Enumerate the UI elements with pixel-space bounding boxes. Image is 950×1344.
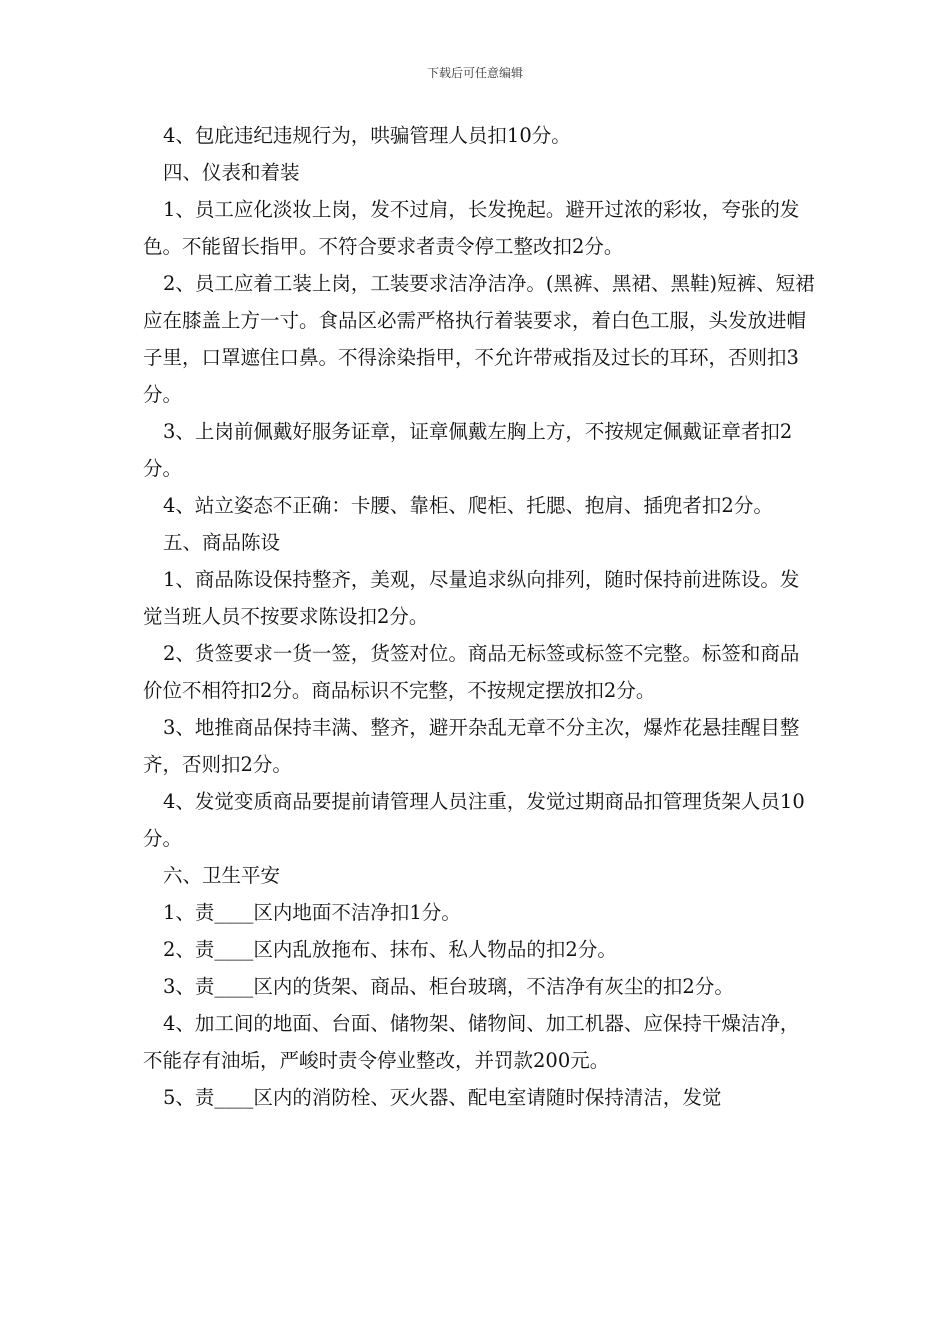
paragraph: 2、员工应着工装上岗，工装要求洁净洁净。(黑裤、黑裙、黑鞋)短裤、短裙应在膝盖上方一寸。食品区必需严格执行着装要求，着白色工服，头发放进帽子里，口罩遮住口鼻。不得涂染指甲，不允许带戒指及过长的耳环，否则扣3分。 xyxy=(143,272,815,406)
document-body xyxy=(143,117,815,1116)
section-heading: 四、仪表和着装 xyxy=(163,161,300,184)
paragraph: 3、责____区内的货架、商品、柜台玻璃，不洁净有灰尘的扣2分。 xyxy=(163,975,734,998)
paragraph: 1、商品陈设保持整齐，美观，尽量追求纵向排列，随时保持前进陈设。发觉当班人员不按要求陈设扣2分。 xyxy=(143,568,800,628)
paragraph: 3、地推商品保持丰满、整齐，避开杂乱无章不分主次，爆炸花悬挂醒目整齐，否则扣2分。 xyxy=(143,716,800,776)
paragraph: 4、发觉变质商品要提前请管理人员注重，发觉过期商品扣管理货架人员10分。 xyxy=(143,790,805,850)
paragraph: 1、责____区内地面不洁净扣1分。 xyxy=(163,901,461,924)
paragraph: 2、货签要求一货一签，货签对位。商品无标签或标签不完整。标签和商品价位不相符扣2分。商品标识不完整，不按规定摆放扣2分。 xyxy=(143,642,800,702)
paragraph: 5、责____区内的消防栓、灭火器、配电室请随时保持清洁，发觉 xyxy=(163,1086,722,1109)
paragraph: 4、加工间的地面、台面、储物架、储物间、加工机器、应保持干燥洁净，不能存有油垢，严峻时责令停业整改，并罚款200元。 xyxy=(143,1012,800,1072)
paragraph: 4、站立姿态不正确：卡腰、靠柜、爬柜、托腮、抱肩、插兜者扣2分。 xyxy=(163,494,773,517)
paragraph: 2、责____区内乱放拖布、抹布、私人物品的扣2分。 xyxy=(163,938,617,961)
section-heading: 六、卫生平安 xyxy=(163,864,281,887)
paragraph: 3、上岗前佩戴好服务证章，证章佩戴左胸上方，不按规定佩戴证章者扣2分。 xyxy=(143,420,793,480)
paragraph: 4、包庇违纪违规行为，哄骗管理人员扣10分。 xyxy=(163,124,571,147)
section-heading: 五、商品陈设 xyxy=(163,531,281,554)
paragraph: 1、员工应化淡妆上岗，发不过肩，长发挽起。避开过浓的彩妆，夸张的发色。不能留长指甲。不符合要求者责令停工整改扣2分。 xyxy=(143,198,800,258)
page-header: 下载后可任意编辑 xyxy=(426,66,523,80)
